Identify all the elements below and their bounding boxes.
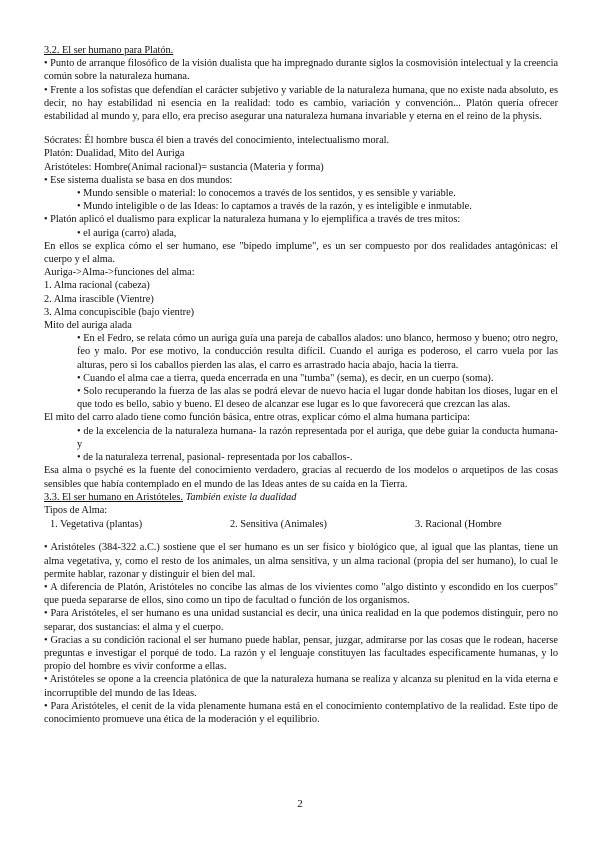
list-item-soul-2: 2. Alma irascible (Vientre) xyxy=(44,293,154,305)
section-3-3-title: 3.3. El ser humano en Aristóteles. También existe la dualidad xyxy=(44,491,297,503)
line-myth-heading: Mito del auriga alada xyxy=(44,320,132,332)
bullet-soul-falls: • Cuando el alma cae a tierra, queda encerrada en una "tumba" (sema), es decir, en un cuerpo (soma). xyxy=(77,372,494,384)
soul-types-list xyxy=(44,518,558,531)
paragraph-body-soul: En ellos se explica cómo el ser humano, ese "bípedo implume", es un ser compuesto por dos realidades antagónicas: el cuerpo y el alma. xyxy=(44,240,558,266)
paragraph-contemplative: • Para Aristóteles, el cenit de la vida plenamente humana está en el conocimiento contemplativo de la realidad. Este tipo de conocimiento promueve una ética de la moderación y el equilibrio. xyxy=(44,700,558,725)
paragraph-opposes-plato: • Aristóteles se opone a la creencia platónica de que la naturaleza humana se realiza y alcanza su plenitud en la vida eterna e incorruptible del mundo de las Ideas. xyxy=(44,674,558,699)
line-aristoteles: Aristóteles: Hombre(Animal racional)= sustancia (Materia y forma) xyxy=(44,161,324,173)
paragraph-difference-plato: • A diferencia de Platón, Aristóteles no concibe las almas de los vivientes como "algo distinto y escondido en los cuerpos" que pueda separarse de ellos, sino como un tipo de facultad o función de los organismos. xyxy=(44,581,558,607)
line-plato-applied: • Platón aplicó el dualismo para explicar la naturaleza humana y lo ejemplifica a través de tres mitos: xyxy=(44,214,461,226)
bullet-auriga-myth: • el auriga (carro) alada, xyxy=(77,227,177,239)
line-platon: Platón: Dualidad, Mito del Auriga xyxy=(44,148,185,160)
paragraph-myth-function: El mito del carro alado tiene como función básica, entre otras, explicar cómo el alma humana participa: xyxy=(44,412,471,424)
bullet-sensible-world: • Mundo sensible o material: lo conocemos a través de los sentidos, y es sensible y variable. xyxy=(77,188,456,200)
page-number: 2 xyxy=(297,798,303,810)
paragraph-dualism-origin: • Punto de arranque filosófico de la visión dualista que ha impregnado durante siglos la cosmovisión intelectual y la creencia común sobre la naturaleza humana. xyxy=(44,58,559,83)
paragraph-psyche: Esa alma o psyché es la fuente del conocimiento verdadero, gracias al recuerdo de los modelos o arquetipos de las cosas sensibles que había contemplado en el mundo de las Ideas antes de su caída en la Tierra. xyxy=(44,465,558,490)
list-item-soul-3: 3. Alma concupiscible (bajo vientre) xyxy=(44,306,195,318)
soul-type-vegetativa: 1. Vegetativa (plantas) xyxy=(50,519,143,531)
paragraph-substantial-unity: • Para Aristóteles, el ser humano es una unidad sustancial es decir, una única realidad en la que podemos distinguir, pero no separar, dos sustancias: el alma y el cuerpo. xyxy=(44,608,558,633)
bullet-terrenal: • de la naturaleza terrenal, pasional- representada por los caballos-. xyxy=(77,452,353,464)
paragraph-sophists: • Frente a los sofistas que defendían el carácter subjetivo y variable de la naturaleza humana, que no existe nada absoluto, es decir, no hay estabilidad ni esencia en la realidad: todo es cambio, variación y convención... Platón quería ofrecer estabilidad al mundo y, para ello, era preciso asegurar una naturaleza humana invariable y eterna en el reino de la physis. xyxy=(44,84,558,123)
line-socrates: Sócrates: Él hombre busca él bien a través del conocimiento, intelectualismo moral. xyxy=(44,135,390,147)
line-dualist-system: • Ese sistema dualista se basa en dos mundos: xyxy=(44,174,233,186)
paragraph-rational-condition: • Gracias a su condición racional el ser humano puede hablar, pensar, juzgar, admirarse por las cosas que le rodean, hacerse preguntas e investigar el porqué de todo. La razón y el lenguaje constituyen las facultades específicamente humanas, y lo propio del hombre es vivir conforme a ellas. xyxy=(44,634,558,673)
list-item-soul-1: 1. Alma racional (cabeza) xyxy=(44,280,150,292)
soul-type-racional: 3. Racional (Hombre xyxy=(415,519,502,531)
bullet-excellence: • de la excelencia de la naturaleza humana- la razón representada por el auriga, que debe guiar la conducta humana- y xyxy=(77,425,558,450)
bullet-intelligible-world: • Mundo inteligible o de las Ideas: lo captamos a través de la razón, y es inteligible e inmutable. xyxy=(77,201,472,213)
section-3-2-title: 3.2. El ser humano para Platón. xyxy=(44,45,174,56)
line-soul-functions: Auriga->Alma->funciones del alma: xyxy=(44,267,195,279)
paragraph-aristotle-biology: • Aristóteles (384-322 a.C.) sostiene que el ser humano es un ser físico y biológico que, al igual que las plantas, tiene un alma vegetativa, y, como el resto de los animales, un alma sensitiva, y un alma racional (propia del ser humano), lo cual le permite hablar, razonar y distinguir el bien del mal. xyxy=(44,542,558,580)
line-soul-types: Tipos de Alma: xyxy=(44,504,108,516)
document-page xyxy=(44,44,558,726)
soul-type-sensitiva: 2. Sensitiva (Animales) xyxy=(230,519,327,531)
bullet-recover-wings: • Solo recuperando la fuerza de las alas se podrá elevar de nuevo hacia el lugar donde habitan los dioses, lugar en el que todo es bello, sabio y bueno. El deseo de alcanzar ese lugar es lo que favorecerá que crezcan las alas. xyxy=(77,386,558,411)
bullet-fedro: • En el Fedro, se relata cómo un auriga guía una pareja de caballos alados: uno blanco, hermoso y bueno; otro negro, feo y malo. Por ese motivo, la conducción resulta difícil. Cuando el auriga es poderoso, el carro vuela por las alturas, pero si los caballos pierden las alas, el carro es arrastrado hacia abajo, hacia la tierra. xyxy=(77,333,558,371)
